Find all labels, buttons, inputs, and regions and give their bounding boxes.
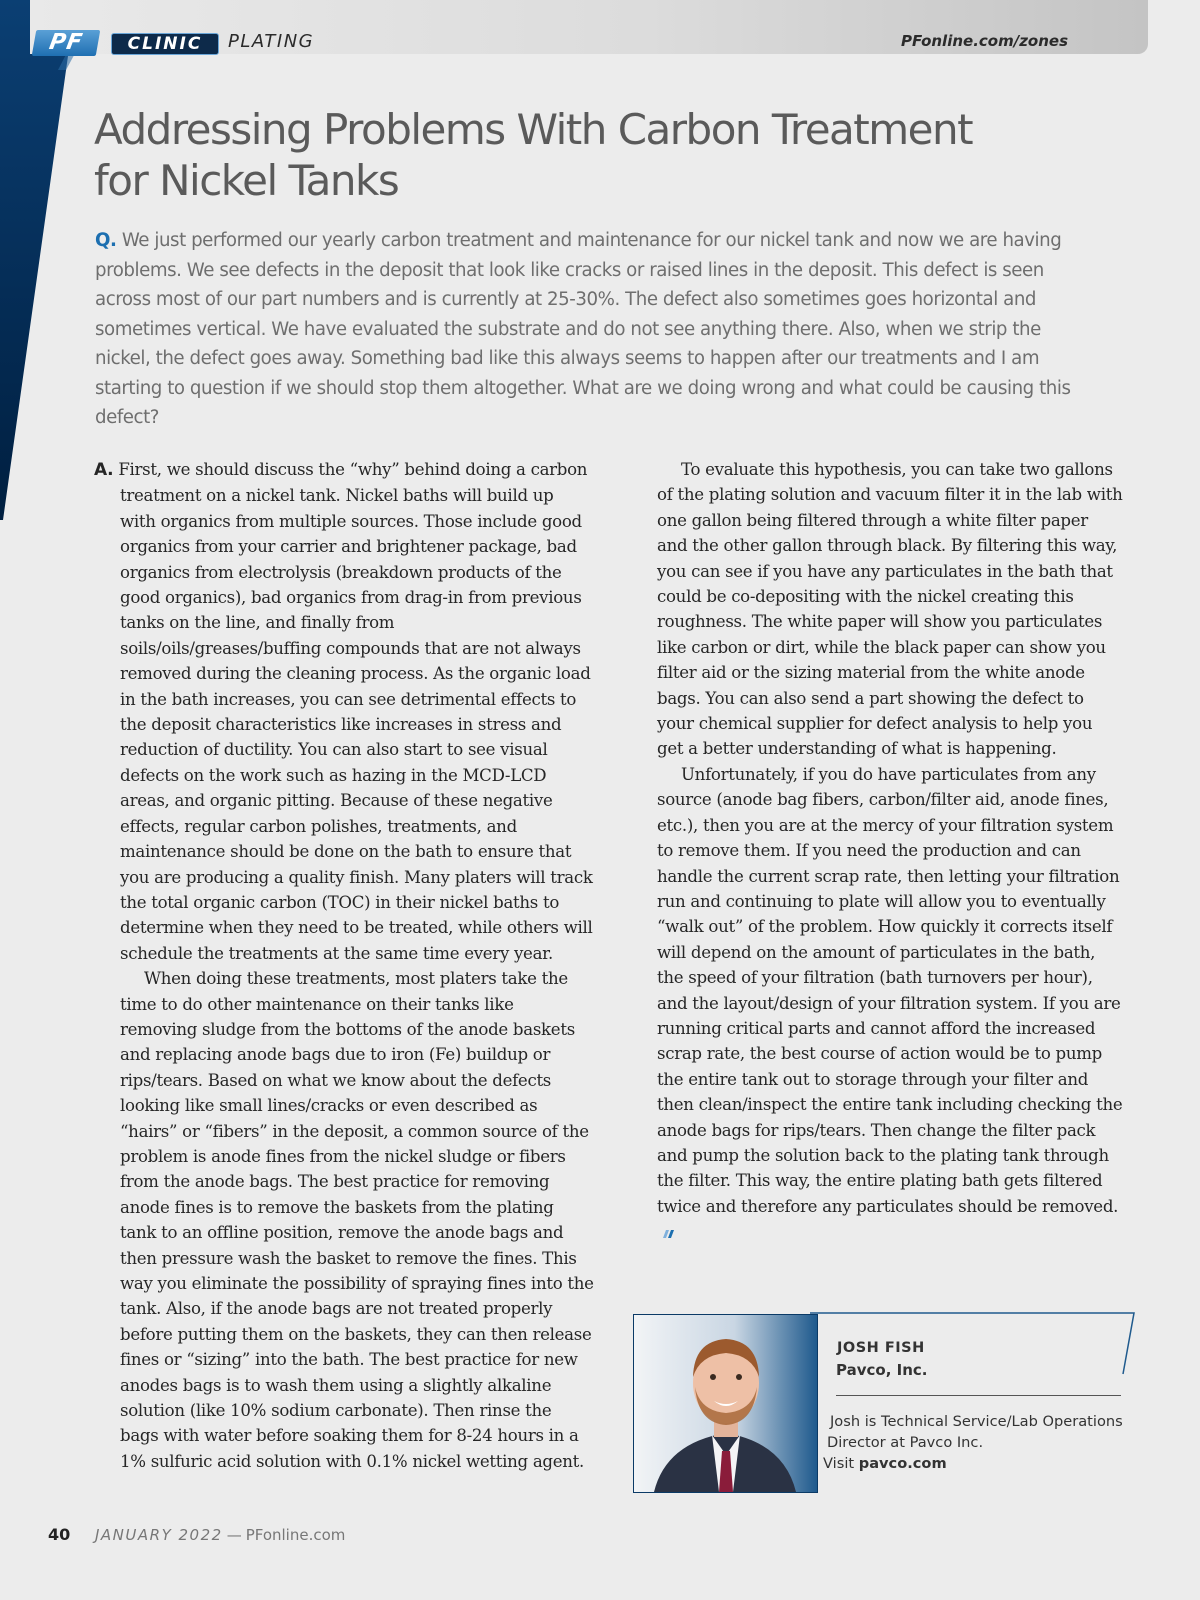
answer-paragraph-2: When doing these treatments, most platers take the time to do other maintenance on their tanks like removing sludge from the bottoms of the anode baskets and replacing anode bags due to iron (Fe) buildup or rips/tears. Based on what we know about the defects looking like small lines/cracks or even described as “hairs” or “fibers” in the deposit, a common source of the problem is anode fines from the nickel sludge or fibers from the anode bags. The best practice for removing anode fines is to remove the baskets from the plating tank to an offline position, remove the anode bags and then pressure wash the basket to remove the fines. This way you eliminate the possibility of spraying fines into the tank. Also, if the anode bags are not treated properly before putting them on the baskets, they can then release fines or “sizing” into the bath. The best practice for new anodes bags is to wash them using a slightly alkaline solution (like 10% sodium carbonate). Then rinse the bags with water before soaking them for 8-24 hours in a 1% sulfuric acid solution with 0.1% nickel wetting agent. (120, 969, 594, 1471)
side-accent-band (0, 0, 110, 520)
author-bio-line-2: Director at Pavco Inc. (827, 1434, 984, 1451)
answer-paragraph-3: To evaluate this hypothesis, you can take two gallons of the plating solution and vacuum filter it in the lab with one gallon being filtered through a white filter paper and the other gallon through black. By filtering this way, you can see if you have any particulates in the bath that could be co-depositing with the nickel creating this roughness. The white paper will show you particulates like carbon or dirt, while the black paper can show you filter aid or the sizing material from the white anode bags. You can also send a part showing the defect to your chemical supplier for defect analysis to help you get a better understanding of what is happening. (657, 460, 1123, 759)
author-bio-line-1: Josh is Technical Service/Lab Operations (830, 1413, 1123, 1430)
section-label: PLATING (228, 31, 315, 52)
clinic-badge: CLINIC (111, 33, 219, 55)
title-line-1: Addressing Problems With Carbon Treatment (94, 105, 973, 154)
author-bio (823, 1411, 1130, 1474)
author-website-link[interactable]: pavco.com (858, 1455, 947, 1472)
author-visit-line (823, 1453, 1130, 1474)
answer-paragraph-1 (94, 457, 594, 966)
footer-separator: — (226, 1526, 242, 1544)
answer-paragraph-4 (657, 762, 1123, 1245)
pf-logo: PF (32, 30, 101, 56)
answer-marker: A. (94, 460, 114, 480)
author-divider (836, 1395, 1121, 1396)
question-marker: Q. (95, 230, 117, 251)
header-url-link[interactable]: PFonline.com/zones (901, 32, 1069, 50)
answer-p4-text: Unfortunately, if you do have particulates from any source (anode bag fibers, carbon/filter aid, anode fines, etc.), then you are at the mercy of your filtration system to remove them. If you need the production and can handle the current scrap rate, then letting your filtration run and continuing to plate will allow you to eventually “walk out” of the problem. How quickly it corrects itself will depend on the amount of particulates in the bath, the speed of your filtration (bath turnovers per hour), and the layout/design of your filtration system. If you are running critical parts and cannot afford the increased scrap rate, the best course of action would be to pump the entire tank out to storage through your filter and then clean/inspect the entire tank including checking the anode bags for rips/tears. Then change the filter pack and pump the solution back to the plating tank through the filter. This way, the entire plating bath gets filtered twice and therefore any particulates should be removed. (657, 764, 1123, 1216)
visit-label: Visit (823, 1455, 855, 1472)
title-line-2: for Nickel Tanks (94, 156, 399, 205)
end-of-article-icon (661, 1228, 677, 1238)
footer-issue-date: JANUARY 2022 (95, 1526, 223, 1544)
author-name: JOSH FISH (837, 1340, 925, 1356)
article-column-left (94, 457, 594, 1474)
author-photo (633, 1314, 818, 1493)
article-title (94, 104, 994, 206)
footer-site-link[interactable]: PFonline.com (245, 1526, 346, 1544)
page-number: 40 (48, 1525, 71, 1544)
answer-p1-text: First, we should discuss the “why” behind doing a carbon treatment on a nickel tank. Nickel baths will build up with organics from multiple sources. Those include good organics from your carrier and brightener package, bad organics from electrolysis (breakdown products of the good organics), bad organics from drag-in from previous tanks on the line, and finally from soils/oils/greases/buffing compounds that are not always removed during the cleaning process. As the organic load in the bath increases, you can see detrimental effects to the deposit characteristics like increases in stress and reduction of ductility. You can also start to see visual defects on the work such as hazing in the MCD-LCD areas, and organic pitting. Because of these negative effects, regular carbon polishes, treatments, and maintenance should be done on the bath to ensure that you are producing a quality finish. Many platers will track the total organic carbon (TOC) in their nickel baths to determine when they need to be treated, while others will schedule the treatments at the same time every year. (118, 460, 593, 963)
article-column-right (657, 457, 1123, 1245)
question-paragraph (95, 226, 1095, 433)
author-company: Pavco, Inc. (836, 1361, 928, 1379)
footer-issue (95, 1526, 345, 1544)
question-text: We just performed our yearly carbon treatment and maintenance for our nickel tank and now we are having problems. We see defects in the deposit that look like cracks or raised lines in the deposit. This defect is seen across most of our part numbers and is currently at 25-30%. The defect also sometimes goes horizontal and sometimes vertical. We have evaluated the substrate and do not see anything there. Also, when we strip the nickel, the defect goes away. Something bad like this always seems to happen after our treatments and I am starting to question if we should stop them altogether. What are we doing wrong and what could be causing this defect? (95, 230, 1071, 428)
